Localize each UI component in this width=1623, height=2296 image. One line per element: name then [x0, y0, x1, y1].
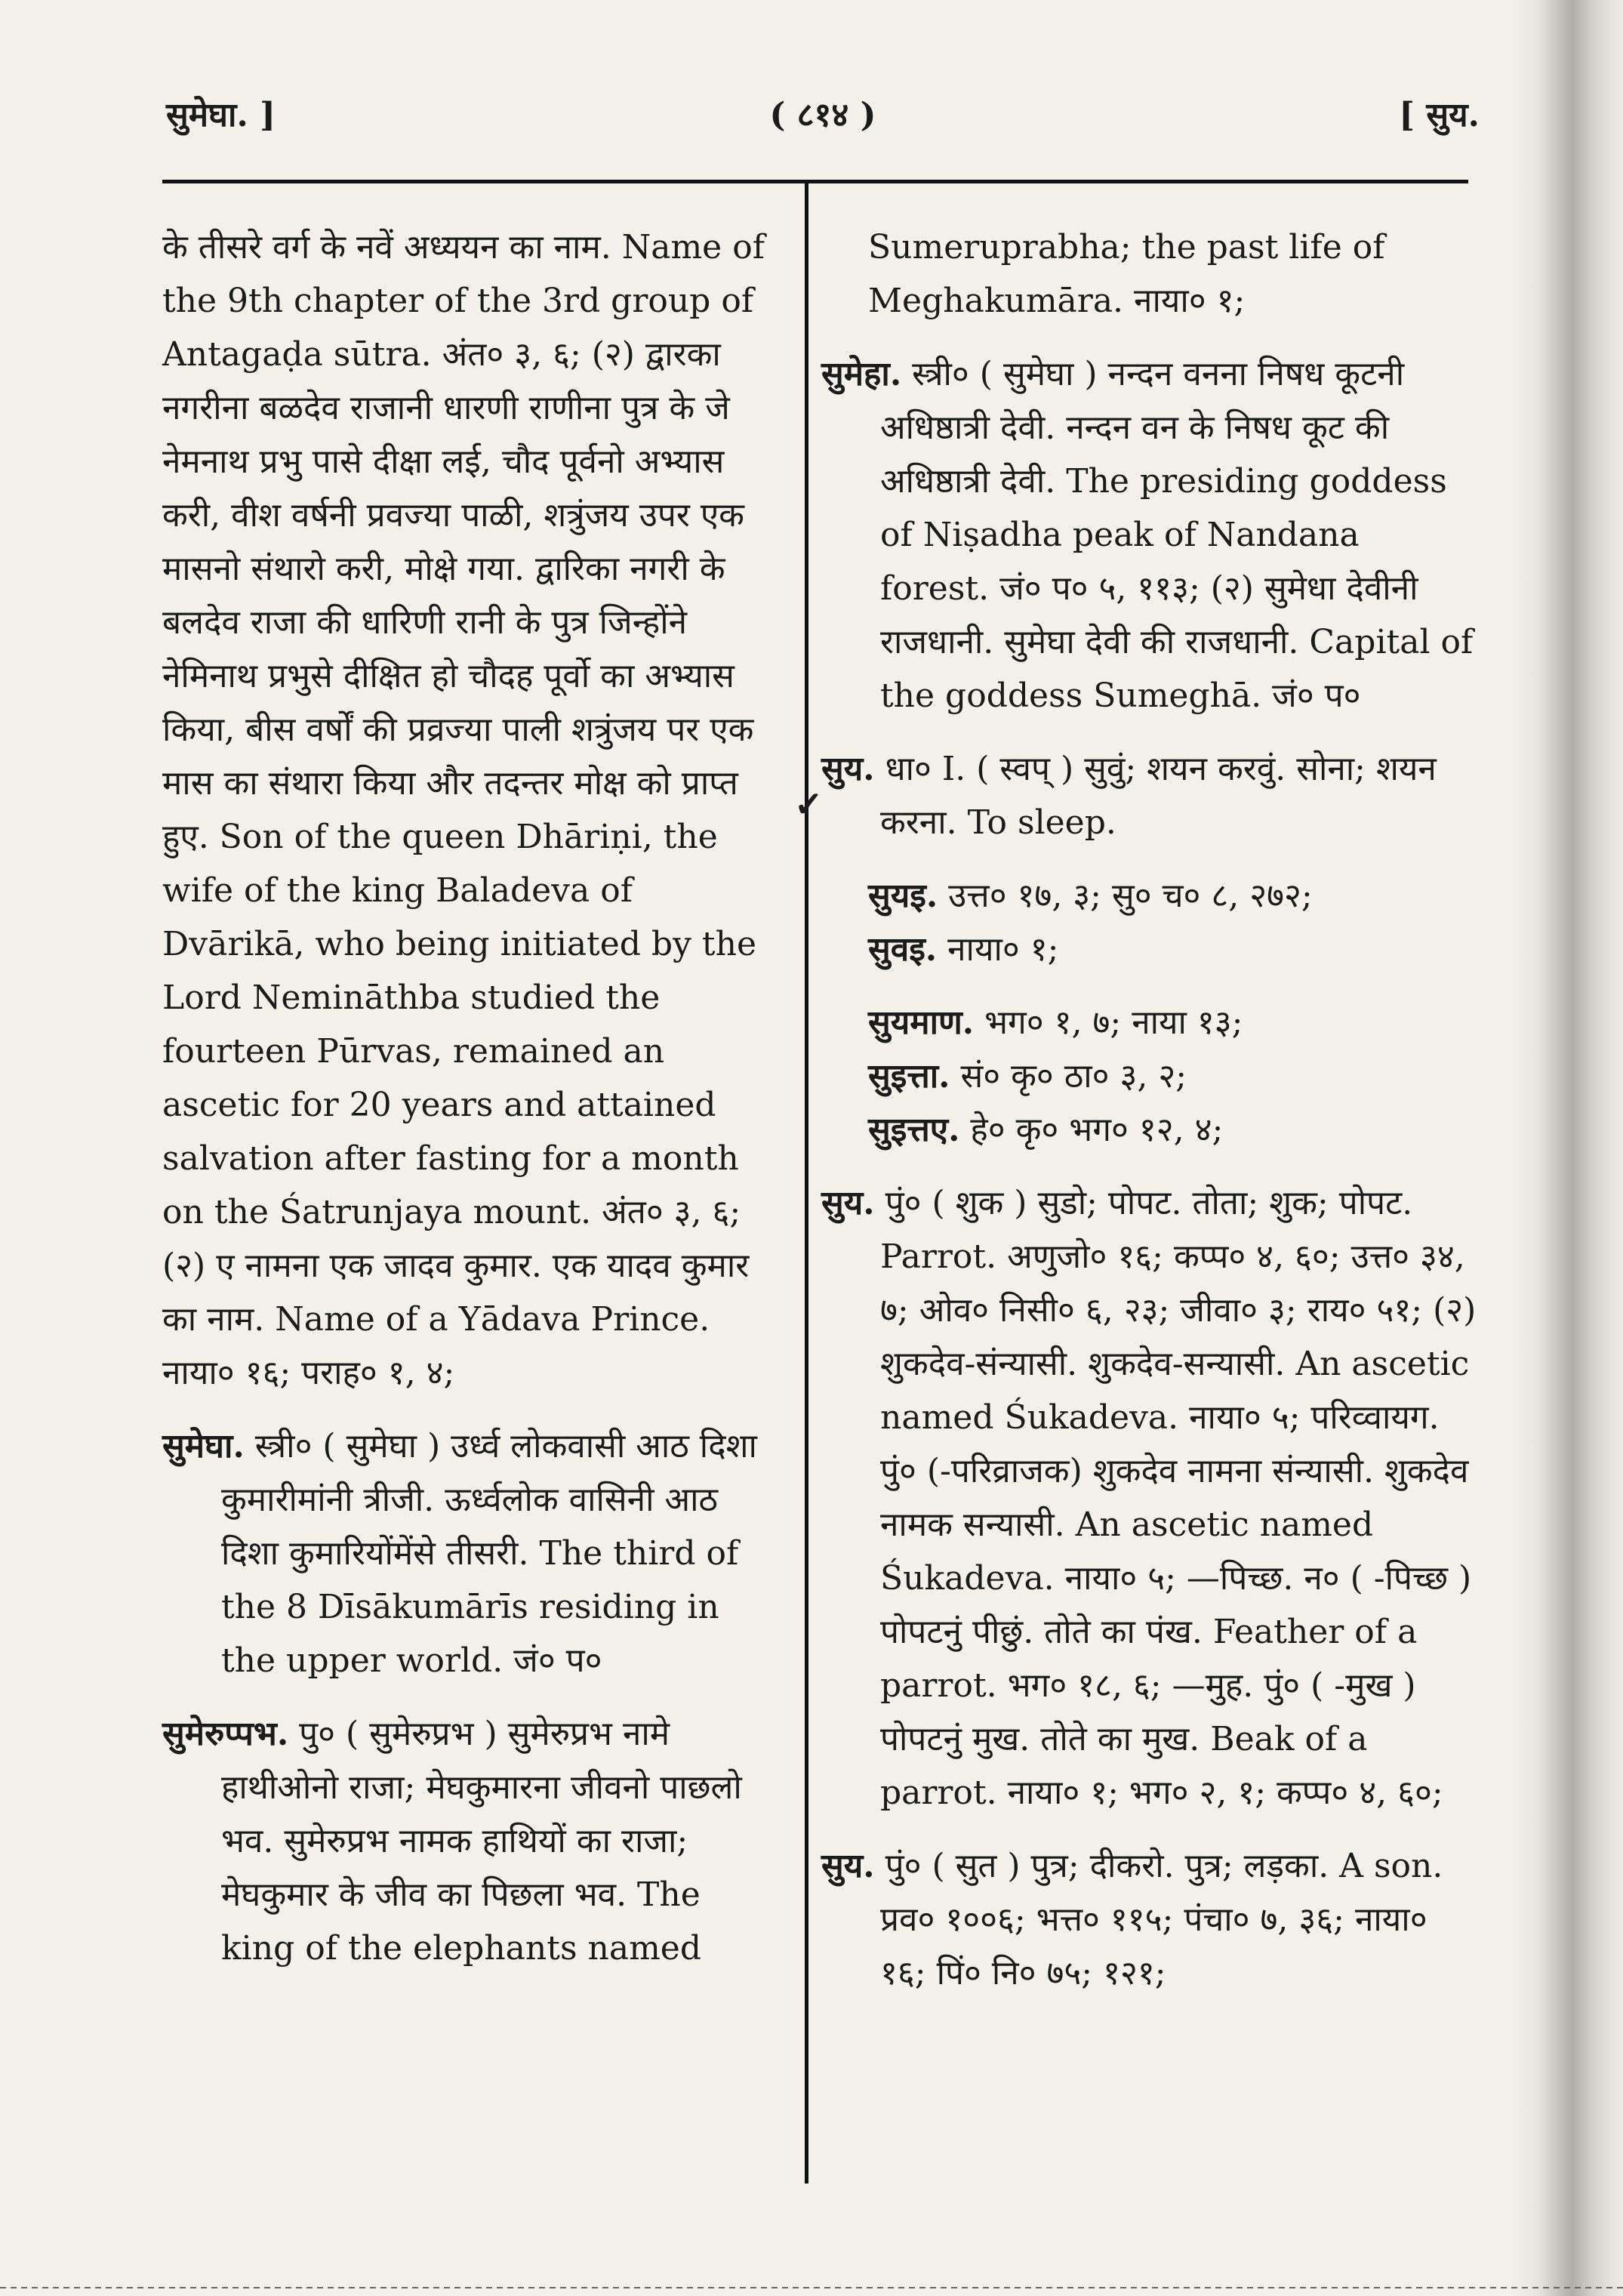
form-text: भग० १, ७; नाया १३; [974, 1003, 1243, 1042]
entry-text: के तीसरे वर्ग के नवें अध्ययन का नाम. Name of the 9th chapter of the 3rd group of Antagaḍa sūtra. अंत० ३, ६; (२) द्वारका नगरीना बळदेव राजानी धारणी राणीना पुत्र के जे नेमनाथ प्रभु पासे दीक्षा लई, चौद पूर्वनो अभ्यास करी, वीश वर्षनी प्रवज्या पाळी, शत्रुंजय उपर एक मासनो संथारो करी, मोक्षे गया. द्वारिका नगरी के बलदेव राजा की धारिणी रानी के पुत्र जिन्होंने नेमिनाथ प्रभुसे दीक्षित हो चौदह पूर्वो का अभ्यास किया, बीस वर्षों की प्रव्रज्या पाली शत्रुंजय पर एक मास का संथारा किया और तदन्तर मोक्ष को प्राप्त हुए. Son of the queen Dhāriṇi, the wife of the king Baladeva of Dvārikā, who being initiated by the Lord Nemināthba studied the fourteen Pūrvas, remained an ascetic for 20 years and attained salvation after fasting for a month on the Śatrunjaya mount. अंत० ३, ६; (२) ए नामना एक जादव कुमार. एक यादव कुमार का नाम. Name of a Yādava Prince. नाया० १६; पराह० १, ४; [162, 228, 765, 1392]
entry-sumeha [821, 347, 1478, 723]
form-text: नाया० १; [937, 930, 1059, 969]
header-left-guideword: सुमेघा. ] [166, 96, 276, 134]
form-headword: सुयइ. [868, 877, 938, 915]
headword: सुमेरुप्पभ. [162, 1715, 289, 1753]
form-headword: सुयमाण. [868, 1003, 975, 1042]
entry-text: स्त्री० ( सुमेघा ) नन्दन वनना निषध कूटनी अधिष्ठात्री देवी. नन्दन वन के निषध कूट की अधिष्ठात्री देवी. The presiding goddess of Niṣadha peak of Nandana forest. जं० प० ५, ११३; (२) सुमेधा देवीनी राजधानी. सुमेघा देवी की राजधानी. Capital of the goddess Sumeghā. जं० प० [880, 355, 1474, 715]
entry-suya-parrot [821, 1176, 1478, 1820]
headword: सुय. [821, 750, 875, 788]
entry-text: पुं० ( शुक ) सुडो; पोपट. तोता; शुक; पोपट. Parrot. अणुजो० १६; कप्प० ४, ६०; उत्त० ३४, ७; ओव० निसी० ६, २३; जीवा० ३; राय० ५१; (२) शुकदेव-संन्यासी. शुकदेव-सन्यासी. An ascetic named Śukadeva. नाया० ५; परिव्वायग. पुं० (-परिव्राजक) शुकदेव नामना संन्यासी. शुकदेव नामक सन्यासी. An ascetic named Śukadeva. नाया० ५; —पिच्छ. न० ( -पिच्छ ) पोपटनुं पीछुं. तोते का पंख. Feather of a parrot. भग० १८, ६; —मुह. पुं० ( -मुख ) पोपटनुं मुख. तोते का मुख. Beak of a parrot. नाया० १; भग० २, १; कप्प० ४, ६०; [874, 1184, 1477, 1812]
verb-form-line [868, 1049, 1478, 1103]
verb-form-line [868, 996, 1478, 1049]
form-text: सं० कृ० ठा० ३, २; [950, 1057, 1187, 1096]
page-number: ( ८१४ ) [769, 96, 876, 134]
scan-bottom-edge [0, 2287, 1623, 2288]
left-column [162, 220, 774, 1975]
form-headword: सुइत्तए. [868, 1111, 960, 1149]
verb-forms-group-1 [868, 869, 1478, 976]
entry-text: Sumeruprabha; the past life of Meghakumāra. नाया० १; [868, 228, 1385, 320]
entry-text: स्त्री० ( सुमेघा ) उर्ध्व लोकवासी आठ दिशा कुमारीमांनी त्रीजी. ऊर्ध्वलोक वासिनी आठ दिशा कुमारियोंमेंसे तीसरी. The third of the 8 Dīsākumārīs residing in the upper world. जं० प० [221, 1427, 757, 1680]
form-headword: सुइत्ता. [868, 1057, 950, 1096]
headword: सुमेहा. [821, 355, 902, 393]
verb-form-line [868, 869, 1478, 923]
form-text: उत्त० १७, ३; सु० च० ८, २७२; [938, 877, 1313, 915]
verb-form-line [868, 923, 1478, 976]
header-right-guideword: [ सुय. [1399, 96, 1480, 134]
headword: सुमेघा. [162, 1427, 245, 1465]
entry-suya-verb [821, 742, 1478, 849]
form-headword: सुवइ. [868, 930, 938, 969]
continued-entry [821, 220, 1478, 328]
header-rule [162, 180, 1468, 183]
column-divider [805, 183, 808, 2184]
entry-text: धा० I. ( स्वप् ) सुवुं; शयन करवुं. सोना; शयन करना. To sleep. [874, 750, 1437, 842]
headword: सुय. [821, 1847, 875, 1885]
entry-text: पु० ( सुमेरुप्रभ ) सुमेरुप्रभ नामे हाथीओनो राजा; मेघकुमारना जीवनो पाछलो भव. सुमेरुप्रभ नामक हाथियों का राजा; मेघकुमार के जीव का पिछला भव. The king of the elephants named [221, 1715, 742, 1968]
right-column [821, 220, 1478, 2000]
form-text: हे० कृ० भग० १२, ४; [959, 1111, 1224, 1149]
verb-form-line [868, 1103, 1478, 1157]
continued-entry [162, 220, 774, 1400]
verb-forms-group-2 [868, 996, 1478, 1157]
headword: सुय. [821, 1184, 875, 1222]
page-header [166, 91, 1480, 159]
entry-suya-son [821, 1839, 1478, 2000]
entry-sumegha [162, 1419, 774, 1687]
page-edge-shadow [1510, 0, 1623, 2296]
entry-text: पुं० ( सुत ) पुत्र; दीकरो. पुत्र; लड़का. A son. प्रव० १००६; भत्त० ११५; पंचा० ७, ३६; नाया० १६; पिं० नि० ७५; १२१; [874, 1847, 1443, 1992]
check-mark-icon: ✓ [794, 784, 824, 824]
entry-sumerupprabha [162, 1707, 774, 1975]
